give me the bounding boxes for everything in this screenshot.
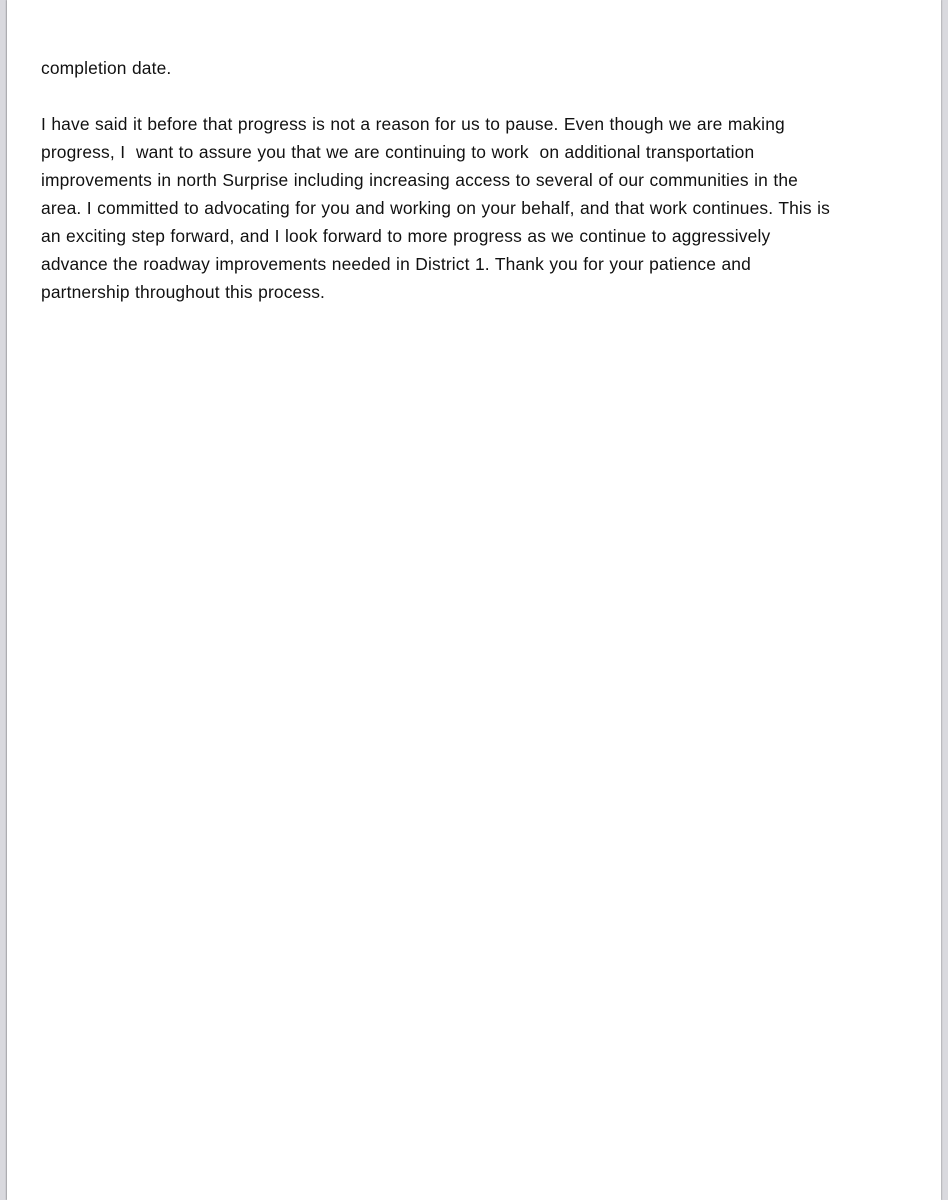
text-line: an exciting step forward, and I look forward to more progress as we continue to aggressively — [41, 226, 771, 246]
text-line: I have said it before that progress is not a reason for us to pause. Even though we are making — [41, 114, 785, 134]
text-line: improvements in north Surprise including increasing access to several of our communities in the — [41, 170, 798, 190]
text-line: progress, I want to assure you that we are continuing to work on additional transportation — [41, 142, 755, 162]
paragraph-progress-update — [41, 110, 875, 306]
text-line: partnership throughout this process. — [41, 282, 326, 302]
paragraph-completion-date — [41, 54, 875, 82]
document-page — [7, 0, 941, 1200]
text-line: advance the roadway improvements needed in District 1. Thank you for your patience and — [41, 254, 751, 274]
text-line: completion date. — [41, 58, 172, 78]
text-line: area. I committed to advocating for you and working on your behalf, and that work continues. This is — [41, 198, 831, 218]
